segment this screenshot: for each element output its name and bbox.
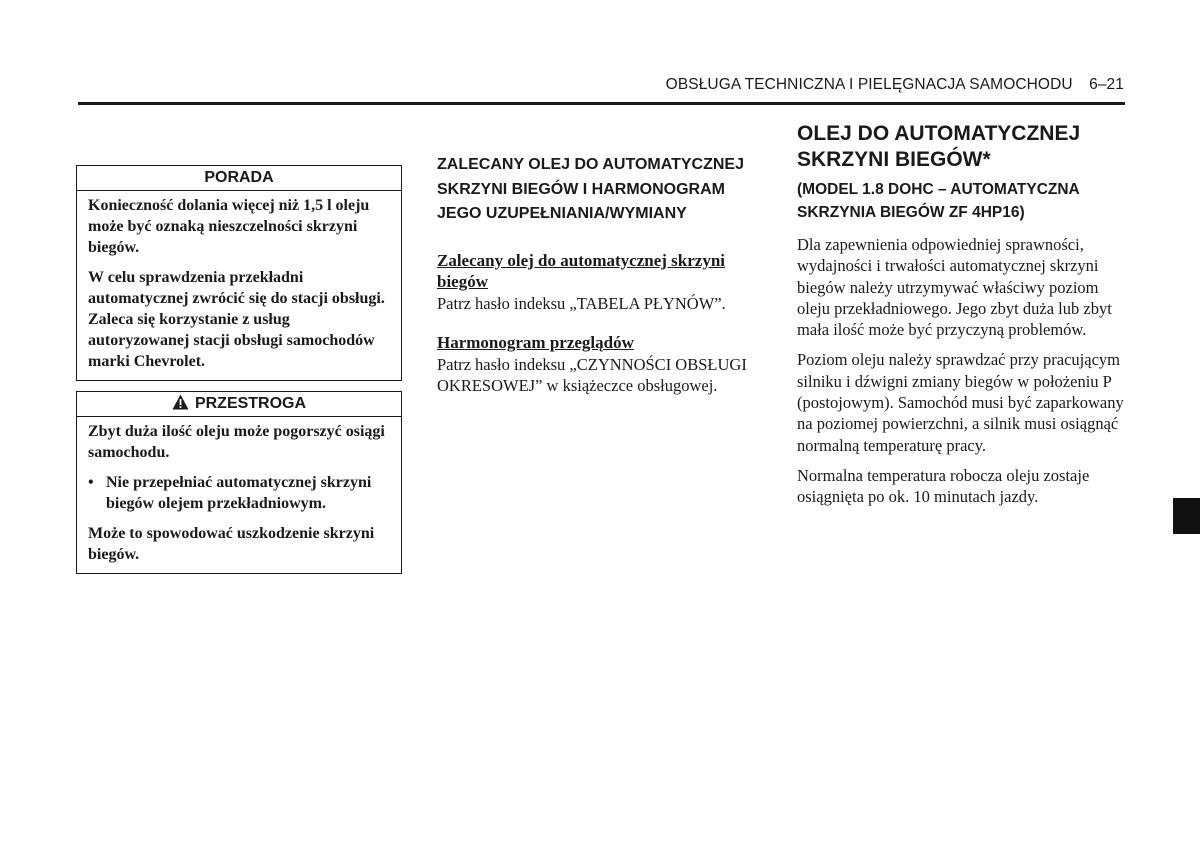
subsection-title-oil: Zalecany olej do automatycznej skrzyni biegów (437, 250, 726, 291)
right-heading: OLEJ DO AUTOMATYCZNEJ SKRZYNI BIEGÓW* (797, 122, 1081, 171)
subsection-title-schedule: Harmonogram przeglądów (437, 332, 634, 352)
right-subheading: (MODEL 1.8 DOHC – AUTOMATYCZNA SKRZYNIA BIEGÓW ZF 4HP16) (797, 181, 1080, 221)
porada-title: PORADA (77, 166, 401, 191)
subsection-text-oil: Patrz hasło indeksu „TABELA PŁYNÓW”. (437, 293, 726, 313)
przestroga-bullet-text: Nie przepełniać automatycznej skrzyni biegów olejem przekładniowym. (106, 474, 372, 512)
section-title: OBSŁUGA TECHNICZNA I PIELĘGNACJA SAMOCHODU (665, 76, 1073, 93)
porada-body (77, 191, 401, 380)
porada-box (76, 165, 402, 381)
subsection-text-schedule: Patrz hasło indeksu „CZYNNOŚCI OBSŁUGI OKRESOWEJ” w książeczce obsługowej. (437, 354, 747, 395)
middle-column (437, 153, 765, 414)
page-number: 6–21 (1089, 76, 1124, 93)
header-rule (78, 102, 1125, 105)
warning-triangle-icon (172, 394, 189, 410)
right-paragraph: Poziom oleju należy sprawdzać przy pracującym silniku i dźwigni zmiany biegów w położeniu P (postojowym). Samochód musi być zaparkowany na poziomej powierzchni, a silnik musi osiągnąć normalną temperaturę pracy. (797, 350, 1124, 455)
porada-paragraph: W celu sprawdzenia przekładni automatycznej zwrócić się do stacji obsługi. Zaleca się korzystanie z usług autoryzowanej stacji obsługi samochodów marki Chevrolet. (88, 269, 385, 370)
middle-heading: ZALECANY OLEJ DO AUTOMATYCZNEJ SKRZYNI BIEGÓW I HARMONOGRAM JEGO UZUPEŁNIANIA/WYMIANY (437, 156, 744, 222)
right-paragraph: Dla zapewnienia odpowiedniej sprawności, wydajności i trwałości automatycznej skrzyni biegów należy utrzymywać właściwy poziom oleju przekładniowego. Jego zbyt duża lub zbyt mała ilość może być przyczyną problemów. (797, 235, 1112, 340)
przestroga-box (76, 391, 402, 574)
przestroga-intro: Zbyt duża ilość oleju może pogorszyć osiągi samochodu. (88, 423, 385, 461)
running-header (666, 76, 1124, 94)
przestroga-outro: Może to spowodować uszkodzenie skrzyni biegów. (88, 525, 375, 563)
chapter-thumb-tab (1173, 498, 1200, 534)
bullet-icon: • (88, 474, 94, 491)
right-column (797, 121, 1129, 517)
przestroga-bullet-item (88, 472, 391, 514)
right-paragraph: Normalna temperatura robocza oleju zostaje osiągnięta po ok. 10 minutach jazdy. (797, 465, 1090, 507)
przestroga-title: PRZESTROGA (194, 395, 307, 412)
przestroga-header (77, 392, 401, 417)
przestroga-body (77, 417, 401, 573)
porada-paragraph: Konieczność dolania więcej niż 1,5 l oleju może być oznaką nieszczelności skrzyni biegów. (88, 197, 370, 256)
